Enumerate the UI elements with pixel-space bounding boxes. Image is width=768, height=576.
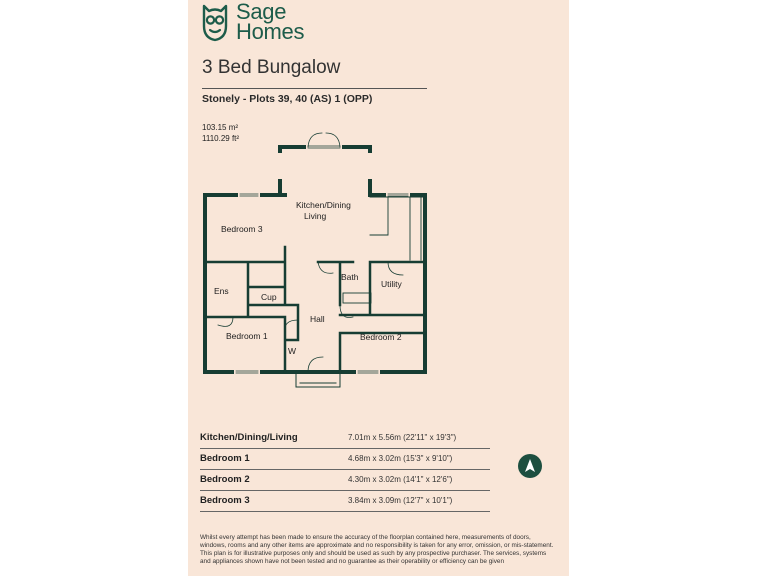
hall-label: Hall (310, 314, 325, 324)
room-name: Bedroom 1 (200, 453, 250, 464)
brand-line2: Homes (236, 19, 305, 44)
table-row (200, 449, 490, 470)
bath-label: Bath (341, 272, 359, 282)
disclaimer-text: Whilst every attempt has been made to ensure the accuracy of the floorplan contained here, measurements of doors, windows, rooms and any other items are approximate and no responsibility is taken for any error, omission, or mis-statement. This plan is for illustrative purposes only and should be used as such by any prospective purchaser. The services, systems and appliances shown have not been tested and no guarantee as their operability or efficiency can be given (200, 534, 554, 565)
table-row (200, 428, 490, 449)
cupboard-label: Cup (261, 292, 277, 302)
area-sqm: 103.15 m² (202, 123, 239, 132)
floor-plan (188, 125, 569, 395)
kitchen-label-line2: Living (304, 211, 327, 221)
north-arrow-icon (518, 454, 542, 478)
area-sqft: 1110.29 ft² (202, 134, 240, 143)
plot-subtitle: Stonely - Plots 39, 40 (AS) 1 (OPP) (202, 93, 373, 105)
brand-logo (200, 2, 304, 42)
wardrobe-label: W (288, 346, 297, 356)
room-name: Bedroom 2 (200, 474, 250, 485)
kitchen-label-line1: Kitchen/Dining (296, 200, 351, 210)
table-row (200, 470, 490, 491)
room-name: Bedroom 3 (200, 495, 250, 506)
bedroom1-label: Bedroom 1 (226, 331, 268, 341)
bedroom2-label: Bedroom 2 (360, 332, 402, 342)
table-row (200, 491, 490, 512)
floorplan-sheet (188, 0, 569, 576)
bedroom3-label: Bedroom 3 (221, 224, 263, 234)
brand-line1: Sage (236, 0, 287, 24)
title-divider (202, 88, 427, 89)
utility-label: Utility (381, 279, 402, 289)
owl-logo-icon (200, 2, 230, 42)
ensuite-label: Ens (214, 286, 229, 296)
room-dimensions-table (200, 428, 490, 512)
room-size: 7.01m x 5.56m (22'11" x 19'3") (348, 433, 457, 442)
room-size: 4.30m x 3.02m (14'1" x 12'6") (348, 475, 453, 484)
room-size: 3.84m x 3.09m (12'7" x 10'1") (348, 496, 453, 505)
page-title: 3 Bed Bungalow (202, 57, 341, 78)
room-name: Kitchen/Dining/Living (200, 432, 298, 443)
room-size: 4.68m x 3.02m (15'3" x 9'10") (348, 454, 453, 463)
